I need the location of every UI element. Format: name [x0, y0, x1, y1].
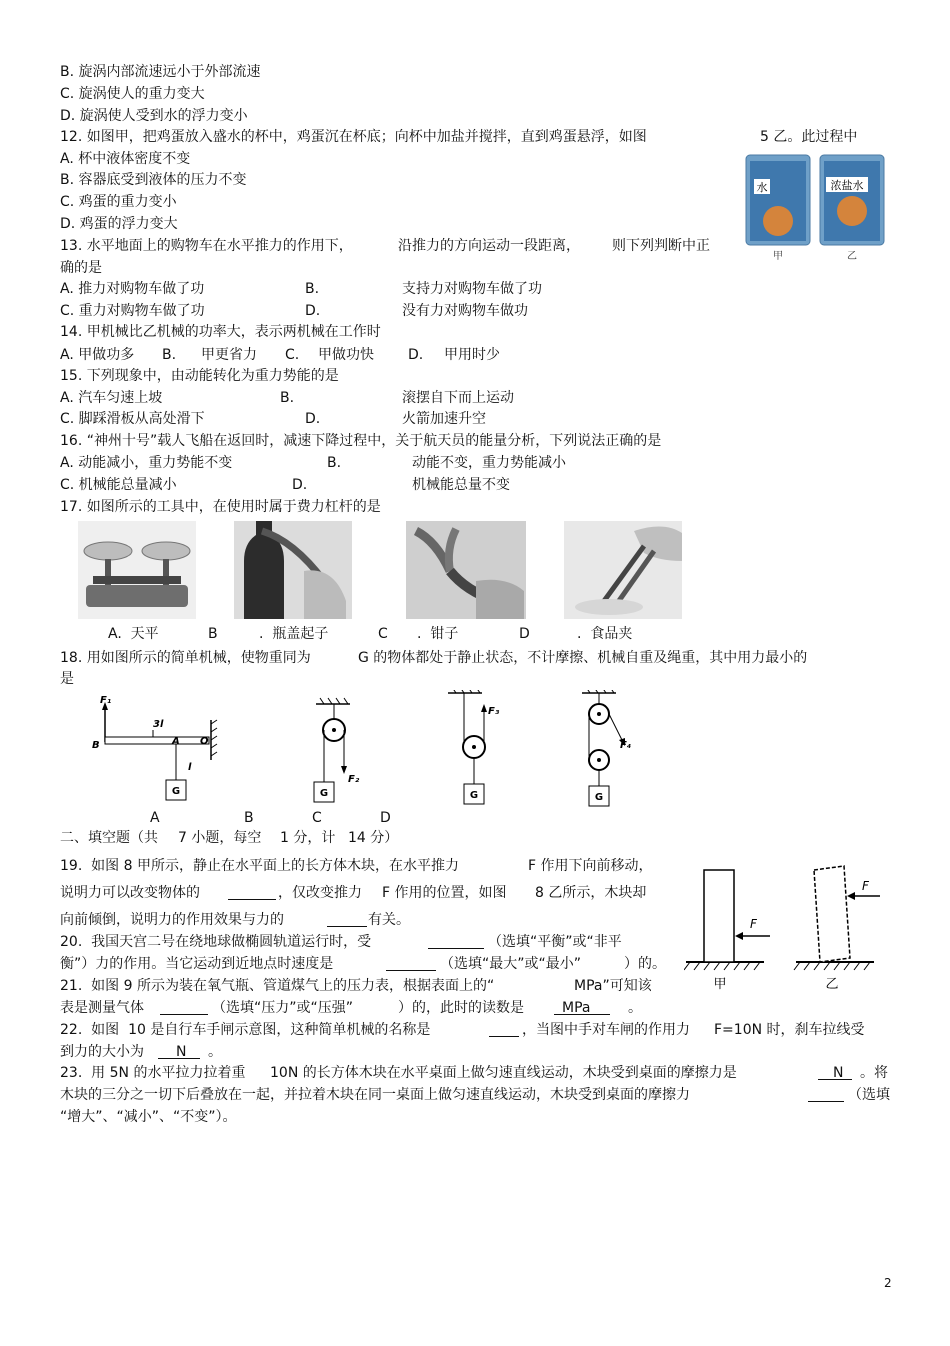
q15-option-a: A. 汽车匀速上坡 — [60, 390, 163, 406]
q21-line1-end: MPa”可知该 — [574, 978, 652, 994]
label-f1: F₁ — [100, 695, 112, 706]
q13-stem: 13. 水平地面上的购物车在水平推力的作用下， — [60, 238, 353, 254]
q20-blank-2[interactable] — [386, 970, 436, 971]
egg-right — [837, 196, 867, 226]
q15-option-c: C. 脚踩滑板从高处滑下 — [60, 411, 205, 427]
balance-scale-photo — [78, 521, 196, 619]
q12-option-c: C. 鸡蛋的重力变小 — [60, 194, 177, 210]
q22-line1-end: F=10N 时，刹车拉线受 — [714, 1022, 865, 1038]
q15-option-d: 火箭加速升空 — [402, 411, 486, 427]
q18-stem-end: 是 — [60, 671, 74, 687]
q17-stem: 17. 如图所示的工具中，在使用时属于费力杠杆的是 — [60, 499, 381, 515]
q19-label-yi: 乙 — [825, 977, 839, 992]
q21-line2: 表是测量气体 — [60, 1000, 144, 1016]
q13-option-d-letter: D. — [305, 303, 321, 319]
q17-caption-b: . 瓶盖起子 — [259, 626, 329, 642]
q18-caption-a: A — [150, 810, 160, 826]
q14-option-d: 甲用时少 — [444, 347, 500, 363]
label-b: B — [92, 740, 100, 751]
q19-blank-1[interactable] — [228, 899, 276, 900]
q16-stem: 16. “神州十号”载人飞船在返回时，减速下降过程中，关于航天员的能量分析，下列说法正确的是 — [60, 433, 662, 449]
q19-force-left: F — [750, 917, 757, 931]
q14-stem: 14. 甲机械比乙机械的功率大，表示两机械在工作时 — [60, 324, 381, 340]
q11-option-d: D. 旋涡使人受到水的浮力变小 — [60, 108, 248, 124]
section-2-heading-score: 1 分，计 — [280, 830, 336, 846]
label-g-c: G — [469, 790, 479, 801]
figure-label-jia: 甲 — [773, 251, 783, 262]
label-f4: F₄ — [620, 740, 632, 751]
q16-option-c: C. 机械能总量减小 — [60, 477, 177, 493]
q17-caption-c: . 钳子 — [417, 626, 459, 642]
q12-stem-end: 5 乙。此过程中 — [760, 129, 858, 145]
q23-line2-end: （选填 — [848, 1087, 890, 1103]
q17-caption-d: . 食品夹 — [577, 626, 633, 642]
q21-line2-mid: （选填“压力”或“压强” — [212, 1000, 354, 1016]
q20-line2-mid: （选填“最大”或“最小” — [440, 956, 582, 972]
q12-beaker-figure — [744, 153, 888, 263]
q12-option-a: A. 杯中液体密度不变 — [60, 151, 191, 167]
q19-line1: 19. 如图 8 甲所示，静止在水平面上的长方体木块，在水平推力 — [60, 858, 459, 874]
q12-stem: 12. 如图甲，把鸡蛋放入盛水的杯中，鸡蛋沉在杯底；向杯中加盐并搅拌，直到鸡蛋悬浮，如图 — [60, 129, 647, 145]
q11-option-b: B. 旋涡内部流速远小于外部流速 — [60, 64, 261, 80]
q17-caption-a: A. 天平 — [108, 626, 159, 642]
q21-line2-cont: ）的，此时的读数是 — [398, 1000, 524, 1016]
q11-option-c: C. 旋涡使人的重力变大 — [60, 86, 205, 102]
q15-option-b: 滚摆自下而上运动 — [402, 390, 514, 406]
q19-line2-end: 8 乙所示，木块却 — [535, 885, 647, 901]
q22-line2: 到力的大小为 — [60, 1044, 144, 1060]
q13-stem-cont: 确的是 — [60, 260, 102, 276]
label-o: O — [200, 736, 209, 747]
q17-caption-b-letter: B — [208, 626, 218, 642]
q13-option-d: 没有力对购物车做功 — [402, 303, 528, 319]
q23-line1-mid: 10N 的长方体木块在水平桌面上做匀速直线运动，木块受到桌面的摩擦力是 — [270, 1065, 737, 1081]
label-l: l — [188, 762, 192, 773]
q20-line2: 衡”）力的作用。当它运动到近地点时速度是 — [60, 956, 334, 972]
q14-option-b-letter: B. — [162, 347, 177, 363]
q18-caption-b: B — [244, 810, 254, 826]
q19-block-figure — [684, 862, 884, 992]
q17-caption-d-letter: D — [519, 626, 530, 642]
label-g-b: G — [319, 788, 329, 799]
q12-option-d: D. 鸡蛋的浮力变大 — [60, 216, 178, 232]
label-f3: F₃ — [488, 706, 500, 717]
pliers-photo — [406, 521, 526, 619]
section-2-heading: 二、填空题（共 — [60, 830, 158, 846]
q13-stem-end: 则下列判断中正 — [612, 238, 710, 254]
q20-blank-1[interactable] — [428, 948, 484, 949]
section-2-heading-total: 14 分） — [348, 830, 399, 846]
q16-option-d-letter: D. — [292, 477, 308, 493]
section-2-heading-count: 7 小题，每空 — [178, 830, 262, 846]
q23-blank-2[interactable] — [808, 1101, 844, 1102]
q13-option-c: C. 重力对购物车做了功 — [60, 303, 205, 319]
q21-blank-1[interactable] — [160, 1014, 208, 1015]
q21-line1: 21. 如图 9 所示为装在氧气瓶、管道煤气上的压力表，根据表面上的“ — [60, 978, 495, 994]
q15-stem: 15. 下列现象中，由动能转化为重力势能的是 — [60, 368, 339, 384]
q22-line1-mid: ，当图中手对车闸的作用力 — [522, 1022, 690, 1038]
q19-line3-end: 有关。 — [368, 912, 410, 928]
q20-line1-end: （选填“平衡”或“非平 — [488, 934, 622, 950]
q16-option-a: A. 动能减小，重力势能不变 — [60, 455, 233, 471]
q14-option-a: A. 甲做功多 — [60, 347, 135, 363]
q19-line2-start: 说明力可以改变物体的 — [60, 885, 200, 901]
q14-option-c-letter: C. — [285, 347, 300, 363]
q23-line2: 木块的三分之一切下后叠放在一起，并拉着木块在同一桌面上做匀速直线运动，木块受到桌面的摩擦力 — [60, 1087, 690, 1103]
water-label: 水 — [756, 181, 768, 194]
q21-line2-end: 。 — [628, 1000, 642, 1016]
label-g-d: G — [594, 792, 604, 803]
q16-option-d: 机械能总量不变 — [412, 477, 510, 493]
q19-line1-end: F 作用下向前移动， — [528, 858, 653, 874]
saltwater-label: 浓盐水 — [830, 179, 864, 192]
q14-option-b: 甲更省力 — [201, 347, 257, 363]
q16-option-b: 动能不变，重力势能减小 — [412, 455, 566, 471]
q15-option-b-letter: B. — [280, 390, 295, 406]
q20-line1: 20. 我国天宫二号在绕地球做椭圆轨道运行时，受 — [60, 934, 372, 950]
q13-stem-mid: 沿推力的方向运动一段距离， — [398, 238, 580, 254]
q20-line2-end: ）的。 — [624, 956, 666, 972]
q23-line3: “增大”、“减小”、“不变”）。 — [60, 1109, 237, 1125]
bottle-opener-photo — [234, 521, 352, 619]
q17-caption-c-letter: C — [378, 626, 388, 642]
q22-answer-unit: N — [176, 1044, 187, 1060]
label-g-a: G — [171, 786, 181, 797]
q13-option-b-letter: B. — [305, 281, 320, 297]
q23-line1: 23. 用 5N 的水平拉力拉着重 — [60, 1065, 246, 1081]
q14-option-d-letter: D. — [408, 347, 424, 363]
q22-line1: 22. 如图 10 是自行车手闸示意图，这种简单机械的名称是 — [60, 1022, 431, 1038]
q22-blank-1[interactable] — [489, 1036, 519, 1037]
food-tongs-photo — [564, 521, 682, 619]
q21-answer-unit: MPa — [562, 1000, 591, 1016]
figure-label-yi: 乙 — [847, 251, 857, 262]
label-a: A — [172, 736, 180, 747]
q19-blank-2[interactable] — [327, 926, 367, 927]
q18-caption-c: C — [312, 810, 322, 826]
q19-line3-start: 向前倾倒，说明力的作用效果与力的 — [60, 912, 284, 928]
q23-line1-end: 。将 — [860, 1065, 888, 1081]
q18-stem-cont: G 的物体都处于静止状态，不计摩擦、机械自重及绳重，其中用力最小的 — [358, 650, 808, 666]
label-f2: F₂ — [348, 774, 360, 785]
q22-line2-end: 。 — [208, 1044, 222, 1060]
q19-line2-cont: F 作用的位置，如图 — [382, 885, 507, 901]
q19-line2-mid: ，仅改变推力 — [278, 885, 362, 901]
q14-option-c: 甲做功快 — [318, 347, 374, 363]
q19-force-right: F — [862, 879, 869, 893]
label-3l: 3l — [153, 719, 164, 730]
page-number: 2 — [884, 1276, 892, 1290]
q12-option-b: B. 容器底受到液体的压力不变 — [60, 172, 247, 188]
q18-machines-figure — [88, 690, 648, 810]
q18-stem: 18. 用如图所示的简单机械，使物重同为 — [60, 650, 311, 666]
q18-caption-d: D — [380, 810, 391, 826]
q23-answer-unit: N — [833, 1065, 844, 1081]
q13-option-a: A. 推力对购物车做了功 — [60, 281, 205, 297]
q13-option-b: 支持力对购物车做了功 — [402, 281, 542, 297]
q16-option-b-letter: B. — [327, 455, 342, 471]
q19-label-jia: 甲 — [713, 977, 727, 992]
egg-left — [763, 206, 793, 236]
q15-option-d-letter: D. — [305, 411, 321, 427]
